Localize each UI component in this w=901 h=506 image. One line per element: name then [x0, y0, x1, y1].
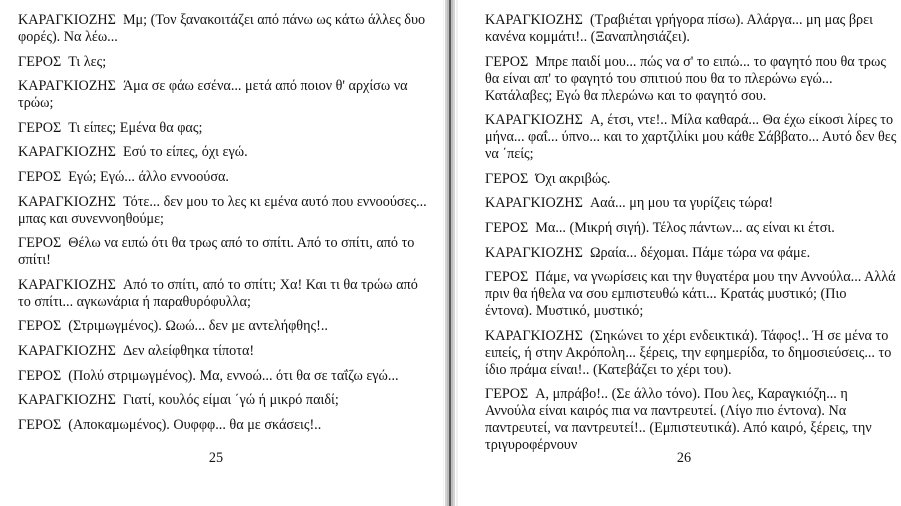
speaker-name: ΓΕΡΟΣ: [18, 168, 62, 185]
speaker-name: ΓΕΡΟΣ: [18, 119, 62, 136]
dialogue-paragraph: [18, 343, 428, 360]
dialogue-paragraph: [18, 54, 428, 71]
speaker-name: ΓΕΡΟΣ: [18, 235, 62, 252]
dialogue-text: Τι λες;: [68, 53, 107, 70]
dialogue-paragraph: [18, 194, 428, 228]
dialogue-paragraph: [18, 392, 428, 409]
speaker-name: ΚΑΡΑΓΚΙΟΖΗΣ: [18, 342, 116, 359]
dialogue-text: Όχι ακριβώς.: [535, 170, 611, 187]
speaker-name: ΓΕΡΟΣ: [18, 318, 62, 335]
dialogue-text: Α, μπράβο!.. (Σε άλλο τόνο). Που λες, Καραγκιόζη... η Αννούλα είναι καιρός πια να παντρευτεί. (Λίγο πιο έντονα). Να παντρευτεί, να παντρευτεί!.. (Εμπιστευτικά). Από καιρό, ξέρεις, την τριγυροφέρνουν: [485, 386, 872, 454]
dialogue-paragraph: [485, 54, 897, 105]
left-page: [0, 0, 443, 506]
dialogue-paragraph: [485, 171, 897, 188]
speaker-name: ΚΑΡΑΓΚΙΟΖΗΣ: [485, 327, 583, 344]
dialogue-text: Από το σπίτι, από το σπίτι; Χα! Και τι θα τρώω από το σπίτι... αγκωνάρια ή παραθυρόφυλλα;: [18, 276, 418, 310]
dialogue-paragraph: [18, 368, 428, 385]
speaker-name: ΓΕΡΟΣ: [485, 386, 529, 403]
page-divider: [443, 0, 458, 506]
dialogue-paragraph: [18, 277, 428, 311]
dialogue-paragraph: [18, 12, 428, 46]
speaker-name: ΚΑΡΑΓΚΙΟΖΗΣ: [485, 195, 583, 212]
speaker-name: ΓΕΡΟΣ: [18, 53, 62, 70]
dialogue-paragraph: [485, 328, 897, 379]
dialogue-paragraph: [18, 169, 428, 186]
dialogue-paragraph: [18, 78, 428, 112]
dialogue-paragraph: [18, 144, 428, 161]
dialogue-paragraph: [485, 386, 897, 454]
dialogue-text: Τότε... δεν μου το λες κι εμένα αυτό που εννοούσες... μπας και συνεννοηθούμε;: [18, 193, 427, 227]
speaker-name: ΚΑΡΑΓΚΙΟΖΗΣ: [18, 78, 116, 95]
dialogue-text: Ααά... μη μου τα γυρίζεις τώρα!: [589, 195, 774, 212]
dialogue-text: Μμ; (Τον ξανακοιτάζει από πάνω ως κάτω άλλες δυο φορές). Να λέω...: [18, 12, 426, 45]
speaker-name: ΓΕΡΟΣ: [485, 53, 529, 70]
speaker-name: ΓΕΡΟΣ: [485, 269, 529, 286]
dialogue-text: Άμα σε φάω εσένα... μετά από ποιον θ' αρχίσω να τρώω;: [18, 78, 408, 112]
speaker-name: ΓΕΡΟΣ: [485, 170, 529, 187]
speaker-name: ΚΑΡΑΓΚΙΟΖΗΣ: [485, 112, 583, 129]
dialogue-paragraph: [485, 220, 897, 237]
speaker-name: ΚΑΡΑΓΚΙΟΖΗΣ: [18, 12, 116, 28]
dialogue-text: (Στριμωγμένος). Ωωώ... δεν με αντελήφθης!..: [68, 318, 328, 335]
speaker-name: ΚΑΡΑΓΚΙΟΖΗΣ: [485, 12, 583, 28]
dialogue-text: Μπρε παιδί μου... πώς να σ' το ειπώ... το φαγητό που θα τρως θα είναι απ' το φαγητό του σπιτιού που θα το πλερώνω εγώ... Κατάλαβες; Εγώ θα πλερώνω και το φαγητό σου.: [485, 53, 886, 104]
dialogue-paragraph: [485, 269, 897, 320]
speaker-name: ΚΑΡΑΓΚΙΟΖΗΣ: [18, 276, 116, 293]
page-number: 25: [208, 450, 224, 466]
dialogue-paragraph: [18, 318, 428, 335]
page-number: 26: [676, 450, 692, 466]
dialogue-paragraph: [18, 417, 428, 434]
dialogue-text: (Αποκαμωμένος). Ουφφφ... θα με σκάσεις!..: [68, 416, 322, 433]
dialogue-paragraph: [485, 245, 897, 262]
speaker-name: ΚΑΡΑΓΚΙΟΖΗΣ: [18, 144, 116, 161]
dialogue-text: (Σηκώνει το χέρι ενδεικτικά). Τάφος!.. Ή σε μένα το ειπείς, ή στην Ακρόπολη... ξέρεις, την εφημερίδα, το δημοσιεύσεις... το ίδιο πράμα είναι!.. (Κατεβάζει το χέρι του).: [485, 327, 892, 378]
dialogue-text: Θέλω να ειπώ ότι θα τρως από το σπίτι. Από το σπίτι, από το σπίτι!: [18, 235, 415, 269]
speaker-name: ΓΕΡΟΣ: [485, 219, 529, 236]
right-page: [458, 0, 901, 506]
dialogue-paragraph: [485, 12, 897, 46]
dialogue-text: Α, έτσι, ντε!.. Μίλα καθαρά... Θα έχω είκοσι λίρες το μήνα... φαΐ... ύπνο... και το χαρτζιλίκι μου κάθε Σάββατο... Αυτό δεν θες να ΄πείς;: [485, 112, 897, 163]
left-page-text: [18, 12, 428, 441]
dialogue-text: (Πολύ στριμωγμένος). Μα, εννοώ... ότι θα σε ταΐζω εγώ...: [68, 367, 399, 384]
right-page-text: [485, 12, 897, 462]
dialogue-text: Ωραία... δέχομαι. Πάμε τώρα να φάμε.: [589, 244, 811, 261]
dialogue-text: (Τραβιέται γρήγορα πίσω). Αλάργα... μη μας βρει κανένα κομμάτι!.. (Ξαναπλησιάζει).: [485, 12, 873, 45]
dialogue-text: Δεν αλείφθηκα τίποτα!: [122, 342, 255, 359]
dialogue-text: Εσύ το είπες, όχι εγώ.: [122, 144, 248, 161]
dialogue-text: Πάμε, να γνωρίσεις και την θυγατέρα μου την Αννούλα... Αλλά πριν θα ήθελα να σου εμπιστευθώ κάτι... Κρατάς μυστικό; (Πιο έντονα). Μυστικό, μυστικό;: [485, 269, 896, 320]
dialogue-paragraph: [18, 120, 428, 137]
speaker-name: ΚΑΡΑΓΚΙΟΖΗΣ: [18, 193, 116, 210]
dialogue-paragraph: [18, 235, 428, 269]
dialogue-paragraph: [485, 195, 897, 212]
speaker-name: ΚΑΡΑΓΚΙΟΖΗΣ: [485, 244, 583, 261]
dialogue-text: Γιατί, κουλός είμαι ΄γώ ή μικρό παιδί;: [122, 392, 339, 409]
speaker-name: ΓΕΡΟΣ: [18, 367, 62, 384]
speaker-name: ΚΑΡΑΓΚΙΟΖΗΣ: [18, 392, 116, 409]
speaker-name: ΓΕΡΟΣ: [18, 416, 62, 433]
dialogue-paragraph: [485, 112, 897, 163]
dialogue-text: Εγώ; Εγώ... άλλο εννοούσα.: [68, 168, 229, 185]
dialogue-text: Τι είπες; Εμένα θα φας;: [68, 119, 203, 136]
dialogue-text: Μα... (Μικρή σιγή). Τέλος πάντων... ας είναι κι έτσι.: [535, 219, 835, 236]
